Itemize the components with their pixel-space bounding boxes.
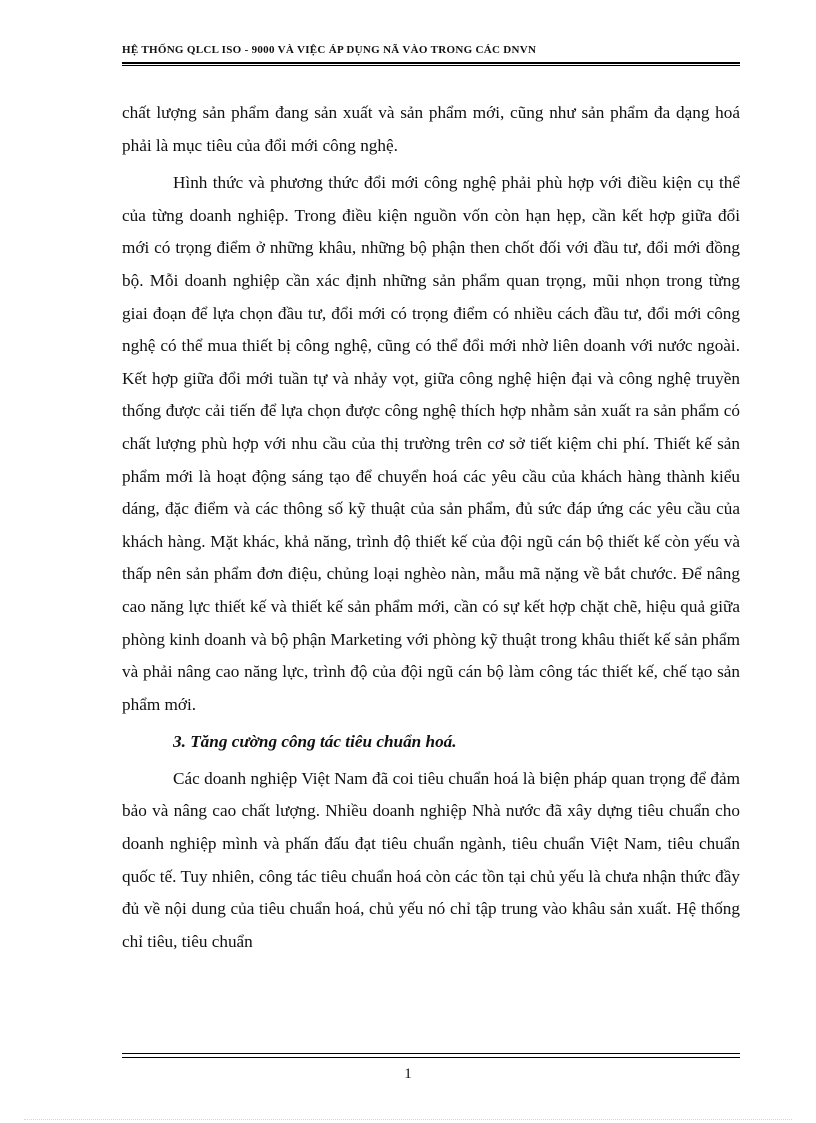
paragraph-continued: chất lượng sản phẩm đang sản xuất và sản phẩm mới, cũng như sản phẩm đa dạng hoá phải là mục tiêu của đổi mới công nghệ.: [122, 103, 740, 155]
footer-divider: [122, 1053, 740, 1058]
section-heading: 3. Tăng cường công tác tiêu chuẩn hoá.: [173, 732, 457, 752]
page-edge-divider: [24, 1119, 792, 1120]
page-number: 1: [404, 1066, 412, 1082]
header-divider: [122, 62, 740, 66]
paragraph-technology-renewal: Hình thức và phương thức đổi mới công nghệ phải phù hợp với điều kiện cụ thể của từng doanh nghiệp. Trong điều kiện nguồn vốn còn hạn hẹp, cần kết hợp giữa đổi mới có trọng điểm ở những khâu, những bộ phận then chốt đối với đầu tư, đổi mới đồng bộ. Mỗi doanh nghiệp cần xác định những sản phẩm quan trọng, mũi nhọn trong từng giai đoạn để lựa chọn đầu tư, đổi mới có trọng điểm có nhiều cách đầu tư, đổi mới công nghệ có thể mua thiết bị công nghệ, cũng có thể đổi mới nhờ liên doanh với nước ngoài. Kết hợp giữa đổi mới tuần tự và nhảy vọt, giữa công nghệ hiện đại và công nghệ truyền thống được cải tiến để lựa chọn được công nghệ thích hợp nhằm sản xuất ra sản phẩm có chất lượng phù hợp với nhu cầu của thị trường trên cơ sở tiết kiệm chi phí. Thiết kế sản phẩm mới là hoạt động sáng tạo để chuyển hoá các yêu cầu của khách hàng thành kiểu dáng, đặc điểm và các thông số kỹ thuật của sản phẩm, đủ sức đáp ứng các yêu cầu của khách hàng. Mặt khác, khả năng, trình độ thiết kế của đội ngũ cán bộ thiết kế còn yếu và thấp nên sản phẩm đơn điệu, chủng loại nghèo nàn, mẫu mã nặng về bắt chước. Để nâng cao năng lực thiết kế và thiết kế sản phẩm mới, cần có sự kết hợp chặt chẽ, hiệu quả giữa phòng kinh doanh và bộ phận Marketing với phòng kỹ thuật trong khâu thiết kế sản phẩm và phải nâng cao năng lực, trình độ của đội ngũ cán bộ làm công tác thiết kế, chế tạo sản phẩm mới.: [122, 173, 740, 714]
page-body: [122, 97, 740, 963]
running-header: HỆ THỐNG QLCL ISO - 9000 VÀ VIỆC ÁP DỤNG NÃ VÀO TRONG CÁC DNVN: [122, 44, 537, 56]
paragraph-standardization: Các doanh nghiệp Việt Nam đã coi tiêu chuẩn hoá là biện pháp quan trọng để đảm bảo và nâng cao chất lượng. Nhiều doanh nghiệp Nhà nước đã xây dựng tiêu chuẩn cho doanh nghiệp mình và phấn đấu đạt tiêu chuẩn ngành, tiêu chuẩn Việt Nam, tiêu chuẩn quốc tế. Tuy nhiên, công tác tiêu chuẩn hoá còn các tồn tại chủ yếu là chưa nhận thức đầy đủ về nội dung của tiêu chuẩn hoá, chủ yếu nó chỉ tập trung vào khâu sản xuất. Hệ thống chỉ tiêu, tiêu chuẩn: [122, 768, 740, 951]
